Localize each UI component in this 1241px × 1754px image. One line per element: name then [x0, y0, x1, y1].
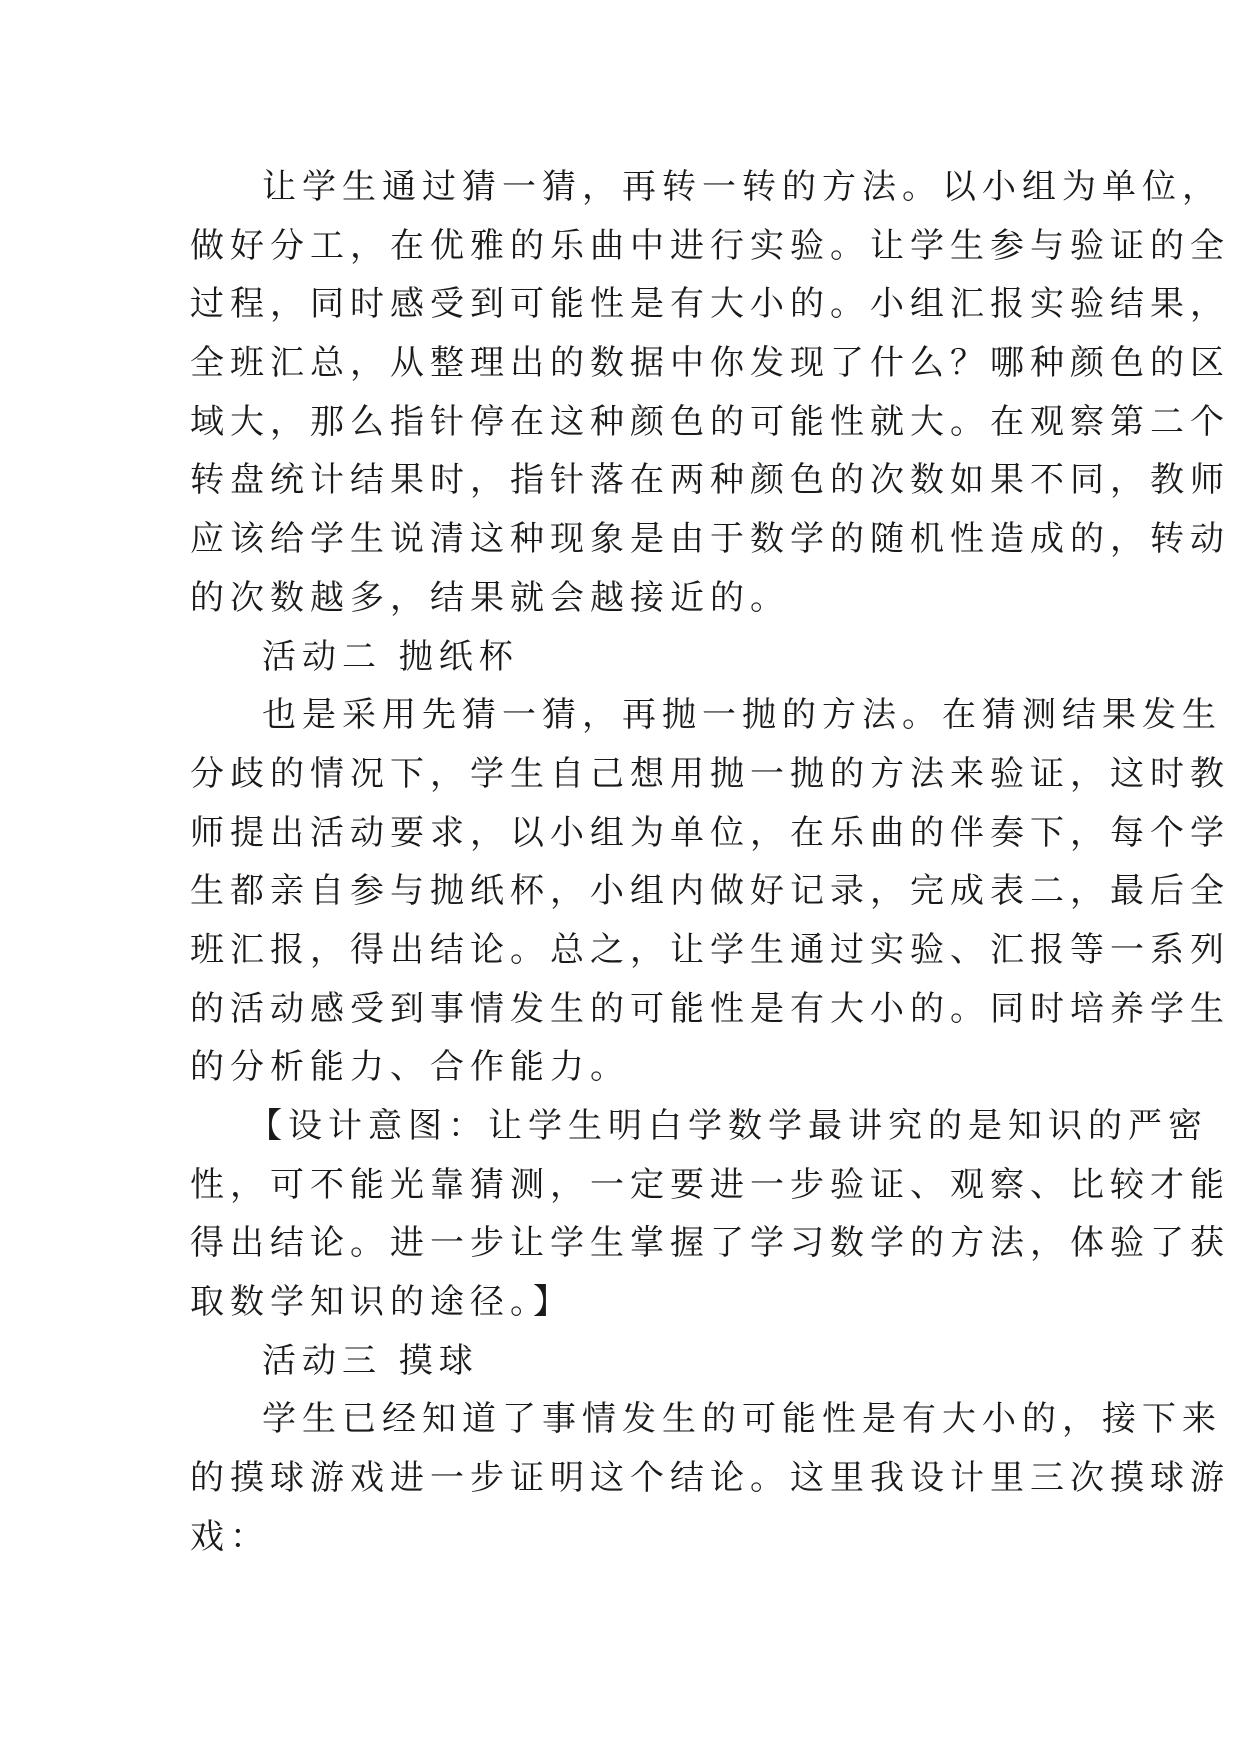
text-line: 全班汇总，从整理出的数据中你发现了什么？哪种颜色的区 [190, 343, 1230, 384]
text-line: 的活动感受到事情发生的可能性是有大小的。同时培养学生 [190, 988, 1230, 1029]
text-line: 也是采用先猜一猜，再抛一抛的方法。在猜测结果发生 [262, 695, 1222, 736]
text-line: 的次数越多，结果就会越接近的。 [190, 577, 790, 618]
text-line: 生都亲自参与抛纸杯，小组内做好记录，完成表二，最后全 [190, 871, 1230, 912]
text-line: 转盘统计结果时，指针落在两种颜色的次数如果不同，教师 [190, 460, 1230, 501]
document-page [190, 158, 1230, 1567]
text-line: 的摸球游戏进一步证明这个结论。这里我设计里三次摸球游 [190, 1458, 1230, 1499]
activity-heading: 活动二 抛纸杯 [262, 636, 519, 677]
text-line: 应该给学生说清这种现象是由于数学的随机性造成的，转动 [190, 519, 1230, 560]
design-intent-line: 取数学知识的途径。】 [190, 1282, 573, 1323]
text-line: 让学生通过猜一猜，再转一转的方法。以小组为单位， [262, 167, 1222, 207]
design-intent-line: 得出结论。进一步让学生掌握了学习数学的方法，体验了获 [190, 1223, 1230, 1264]
text-line: 分歧的情况下，学生自己想用抛一抛的方法来验证，这时教 [190, 753, 1230, 794]
text-line: 过程，同时感受到可能性是有大小的。小组汇报实验结果， [190, 284, 1230, 325]
text-line: 的分析能力、合作能力。 [190, 1047, 630, 1088]
design-intent-line: 【设计意图：让学生明白学数学最讲究的是知识的严密 [248, 1106, 1208, 1146]
text-line: 师提出活动要求，以小组为单位，在乐曲的伴奏下，每个学 [190, 812, 1230, 853]
text-line: 做好分工，在优雅的乐曲中进行实验。让学生参与验证的全 [190, 225, 1230, 266]
text-line: 学生已经知道了事情发生的可能性是有大小的，接下来 [262, 1399, 1222, 1440]
text-line: 域大，那么指针停在这种颜色的可能性就大。在观察第二个 [190, 401, 1230, 442]
text-line: 戏： [190, 1516, 270, 1557]
activity-heading: 活动三 摸球 [262, 1340, 479, 1381]
text-line: 班汇报，得出结论。总之，让学生通过实验、汇报等一系列 [190, 929, 1230, 970]
design-intent-line: 性，可不能光靠猜测，一定要进一步验证、观察、比较才能 [190, 1164, 1230, 1205]
